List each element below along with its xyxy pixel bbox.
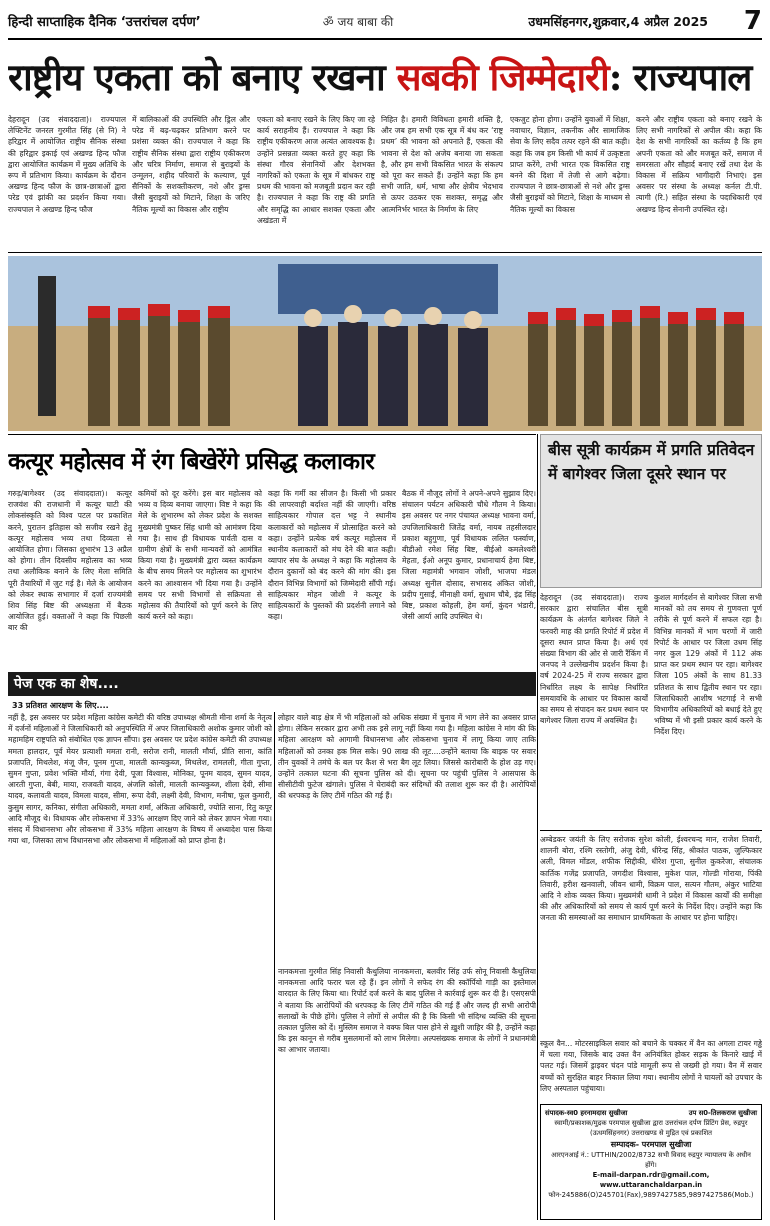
slogan: ॐ जय बाबा की (322, 14, 394, 29)
right-lower-column-2: स्कूल वैन... मोटरसाइकिल सवार को बचाने के चक्कर में वैन का अगला टायर गड्ढे में चला गया, जिसके बाद उक्त वैन अनियंत्रित होकर सड़क के किनारे खाई में पलट गई। जिसमें ड्राइवर चंदन पांडे मामूली रूप से जख्मी हो गया। वैन में सवार बच्चों को सुरक्षित बाहर निकाल लिया गया। स्थानीय लोगों ने घायलों को उपचार के लिए अस्पताल पहुंचाया। (540, 1039, 762, 1093)
masthead (8, 4, 762, 40)
katyur-column-2: कमियों को दूर करेंगे। इस बार महोत्सव को भव्य व दिव्य बनाया जाएगा। विष्ट ने कहा कि मेले के शुभारम्भ को लेकर प्रदेश के सशक्त मुख्यमंत्री पुष्कर सिंह धामी को आमंत्रण दिया गया है। साथ ही विधायक पार्वती दास व ग्रामीण क्षेत्रों के सभी मान्यवरों को आमंत्रित किया गया है। मुख्यमंत्री द्वारा व्यस्त कार्यक्रम के बीच समय मिलने पर महोत्सव का शुभारंभ करने का आश्वासन भी दिया गया है। उन्होंने समय पर सभी विभागों से सक्रियता से महोत्सव की तैयारियों को पूर्ण करने के लिए कार्य करने को कहा। (138, 489, 262, 622)
continuation-column-2: लोहार वाले बाड़ क्षेत्र में भी महिलाओं को अधिक संख्या में चुनाव में भाग लेने का अवसर प्राप्त होगा। लेकिन सरकार द्वारा अभी तक इसे लागू नहीं किया गया है। महिला कांग्रेस ने मांग की कि महिला आरक्षण को आगामी विधानसभा और लोकसभा चुनाव में लागू किया जाए ताकि महिलाओं को उनका हक मिल सके। 90 लाख की लूट....उन्होंने बताया कि बाइक पर सवार तीन युवकों ने तमंचे के बल पर कैश से भरा बैग लूट लिया। जिससे कारोबारी के होश उड़ गए। उन्होंने तत्काल घटना की सूचना पुलिस को दी। सूचना पर पहुंची पुलिस ने आसपास के सीसीटीवी फुटेज खंगाले। पुलिस ने घेराबंदी कर संदिग्धों की तलाश शुरू कर दी है। आरोपियों की धरपकड़ के लिए टीमें गठित की गई हैं। (278, 713, 536, 801)
katyur-column-1: गरुड़/बागेश्वर (उद संवाददाता)। कत्यूर राजवंश की राजधानी में कत्यूर घाटी की लोकसंस्कृति को विश्व पटल पर प्रकाशित करने, पुरातन इतिहास को सजीव रखने हेतु कत्यूर महोत्सव भव्य तथा दिव्यता से आयोजित होगा। जिसका शुभारंभ 13 अप्रैल को होगा। तीन दिवसीय महोत्सव का भव्य तथा अलौकिक बनाने के लिए मेला समिति पूरी तैयारियों में जुट गई है। मेले के आयोजन को लेकर स्थाक सभागार में दर्जा राज्यमंत्री शिव सिंह बिष्ट की अध्यक्षता में बैठक आयोजित हुई। वक्ताओं ने कहा कि पिछली बार की (8, 489, 132, 633)
divider-photo-bottom (8, 434, 536, 435)
imprint-box (540, 1104, 762, 1220)
coeditor-label: उप स0-तिलकराज सुखीजा (688, 1109, 757, 1117)
event-photo (8, 256, 762, 431)
lead-column-6: करने और राष्ट्रीय एकता को बनाए रखने के लिए सभी नागरिकों से अपील की। कहा कि देश के सभी नागरिकों का कर्तव्य है कि हम अपनी एकता को और मजबूत करें, समाज में समरसता और सौहार्द बनाए रखें तथा देश के विकास में सक्रिय भागीदारी निभाएं। इस अवसर पर संस्था के अध्यक्ष कर्नल टी.पी. त्यागी (रि.) सहित संस्था के पदाधिकारी एवं अखण्ड हिन्द सेनानी उपस्थित रहे। (636, 115, 762, 214)
lead-headline: राष्ट्रीय एकता को बनाए रखना सबकी जिम्मेदारी: राज्यपाल (8, 55, 752, 99)
phone-line: फोन-245886(O)245701(Fax),9897427585,9897427586(Mob.) (548, 1191, 754, 1199)
imprint-text: स्वामी/प्रकाशक/मुद्रक परमपाल सुखीजा द्वारा उत्तरांचल दर्पण प्रिंटिंग प्रेस, रुद्रपुर (ऊधमसिंहनगर) उत्तराखण्ड से मुद्रित एवं प्रकाशित (554, 1119, 748, 1137)
katyur-column-3: कहा कि गर्मी का सीजन है। किसी भी प्रकार की लापरवाही बर्दाश्त नहीं की जाएगी। वरिष्ठ साहित्यकार गोपाल दत्त भट्ट ने स्थानीय कलाकारों को महोत्सव में प्रोत्साहित करने को कहा। उन्होंने प्रत्येक वर्ष कत्यूर महोत्सव में स्थानीय कलाकारों को मंच देने की बात कही। व्यापार संघ के अध्यक्ष ने कहा कि महोत्सव के दौरान दुकानों को बंद करने की मांग की। इस दौरान विभिन्न विभागों को जिम्मेदारी सौंपी गई। साहित्यकार मोहन जोशी ने कत्यूर के साहित्यकारों के पुस्तकों की प्रदर्शनी लगाने को कहा। (268, 489, 396, 622)
divider-vertical-continuation (274, 712, 275, 1220)
continuation-column-1: नहीं है, इस अवसर पर प्रदेश महिला कांग्रेस कमेटी की वरिष्ठ उपाध्यक्ष श्रीमती मीना शर्मा के नेतृत्व में दर्जनों महिलाओं ने जिलाधिकारी को अनुपस्थिति में अपर जिलाधिकारी अशोक कुमार जोशी को महामहिम राष्ट्रपति को संबोधित एक ज्ञापन सौंपा। इस अवसर पर प्रदेश कांग्रेस कमेटी की उपाध्यक्ष ममता हालदार, पूर्व मेयर प्रत्याशी ममता रानी, सरोज रानी, मालती मौर्या, प्रीति साना, कांति प्रजापति, मिथलेश, मंजू जैन, पूनम गुप्ता, मालती कान्यकुब्ज, मिथलेश, रामलली, गीता गुप्ता, सुमन गुप्ता, प्रवेश भक्ति मौर्या, गंगा देवी, पूजा विश्वास, मोनिका, पूनम यादव, सुमन यादव, आरती गुप्ता, बेबी, माया, राजवती यादव, अंजलि कोली, मालती कान्यकुब्ज, शीला देवी, सीमा यादव, कलावती यादव, विमला यादव, सीमा, रूपा देवी, लक्ष्मी देवी, विभाग, मनीषा, फूल कुमारी, कुसुम सागर, कनिका, संगीता अधिकारी, ममता शर्मा, अंकिता अधिकारी, ज्योति साना, रितु कपूर आदि मौजूद थे। विधायक और लोकसभा में 33% आरक्षण दिए जाने को लेकर ज्ञापन भेजा गया। संसद में विधानसभा और लोकसभा में 33% महिला आरक्षण के विषय में अध्यादेश पास किया गया था, जिसका लाभ विधानसभा और लोकसभा में महिलाओं को प्राप्त होना है। (8, 713, 272, 846)
divider-vertical-right (537, 434, 538, 1220)
registration-line: आरएनआई नं.: UTTHIN/2002/8732 सभी विवाद रुद्रपुर न्यायालय के अधीन होंगे। (551, 1151, 751, 1169)
lead-column-5: एकजुट होना होगा। उन्होंने युवाओं में शिक्षा, नवाचार, विज्ञान, तकनीक और सामाजिक सेवा के लिए सदैव तत्पर रहने की बात कही। कहा कि जब हम किसी भी कार्य में उत्कृष्टता प्राप्त करेंगे, तभी भारत एक विकसित राष्ट्र बनने की दिशा में तेजी से आगे बढ़ेगा। राज्यपाल ने छात्र-छात्राओं से नशे और ड्रग्स जैसी बुराइयों को मिटाने, शिक्षा के माध्यम से नैतिक मूल्यों का विकास (510, 115, 630, 214)
katyur-column-4: बैठक में नौजूद लोगों ने अपने-अपने सुझाव दिए। संचालन पर्यटन अधिकारी चौधे गौतम ने किया। इस अवसर पर नगर पंचायत अध्यक्ष भावना वर्मा, उपजिलाधिकारी जितेंद्र वर्मा, नायब तहसीलदार प्रकाश बहुगुणा, पूर्व विधायक ललित फर्स्वाण, बीडीओ रमेश सिंह बिष्ट, बीईओ कमलेश्वरी मेहता, ईओ अनूप कुमार, प्रधानाचार्य हेमा बिष्ट, जिला महामंत्री भगवान जोशी, भाजपा मंडल अध्यक्ष सुनील दोसाद, सभासद अंकित जोशी, प्रदीप गुसाईं, मीनाक्षी वर्मा, सुधाम चौबे, इंद्र सिंह बिष्ट, प्रकाश कोहली, हेम वर्मा, कुंदन भंडारी, जेसी आर्या आदि उपस्थित थे। (402, 489, 536, 622)
page-number: 7 (743, 6, 762, 36)
continuation-section-title: पेज एक का शेष.... (14, 676, 119, 692)
sampadak-label: सम्पादक- परमपाल सुखीजा (610, 1140, 692, 1149)
bees-headline: बीस सूत्री कार्यक्रम में प्रगति प्रतिवेदन में बागेश्वर जिला दूसरे स्थान पर (548, 440, 755, 483)
email-line[interactable]: E-mail-darpan.rdr@gmail.com, www.uttaranchaldarpan.in (592, 1171, 710, 1189)
right-lower-column-1: अम्बेडकर जयंती के लिए सरोजक सुरेश कोली, ईश्वरचन्द मान, राजेश तिवारी, शालनी बोरा, रश्मि रस्तोगी, अंजु देवी, धीरेन्द्र सिंह, श्रीकांत पाठक, जुल्फिकार अली, विमल मोंडल, शफीक सिद्दीकी, धीरेश गुप्ता, सुनील कुकरेजा, संचालक कार्तिक गजेंद्र प्रजापति, जगदीश विश्वास, मुकेश पाल, गोल्डी गोराया, पिंकी तिवारी, हरीश खनवाली, जीवन धामी, विक्रम पाल, सत्यन गौतम, अंकुर भाटिया आदि ने शोक व्यक्त किया। मुख्यमंत्री धामी ने प्रदेश में विकास कार्यों की समीक्षा की और अधिकारियों को समय से कार्य पूर्ण करने के निर्देश दिए। उन्होंने कहा कि जनता की समस्याओं का समाधान प्राथमिकता के आधार पर होना चाहिए। (540, 835, 762, 923)
lead-column-1: देहरादून (उद संवाददाता)। राज्यपाल लेफ्टिनेंट जनरल गुरमीत सिंह (से नि) ने हरिद्वार में आयोजित राष्ट्रीय सैनिक संस्था की हरिद्वार इकाई एवं अखण्ड हिन्द फौज द्वारा आयोजित कार्यक्रम में मुख्य अतिथि के रूप में प्रतिभाग किया। कार्यक्रम के दौरान अखण्ड हिन्द फौज के छात्र-छात्राओं द्वारा परेड एवं झांकी का प्रदर्शन किया गया। राज्यपाल ने अखण्ड हिन्द फौज (8, 115, 126, 214)
continuation-lead-in: 33 प्रतिशत आरक्षण के लिए.... (12, 701, 109, 710)
bees-column-1: देहरादून (उद संवाददाता)। राज्य सरकार द्वारा संचालित बीस सूत्री कार्यक्रम के अंतर्गत बागेश्वर जिले ने फरवरी माह की प्रगति रिपोर्ट में प्रदेश में दूसरा स्थान प्राप्त किया है। अर्थ एवं संख्या विभाग की ओर से जारी रैंकिंग में जनपद ने उल्लेखनीय प्रदर्शन किया है। वर्ष 2024-25 में राज्य सरकार द्वारा निर्धारित लक्ष्य के सापेक्ष निर्धारित समयावधि के आधार पर विकास कार्यों का समय से संपादन कर प्रथम स्थान पर बागेश्वर जिला राज्य में अवस्थित है। (540, 593, 648, 726)
paper-name: हिन्दी साप्ताहिक दैनिक ‘उत्तरांचल दर्पण’ (8, 15, 201, 30)
continuation-column-3: नानकमत्ता गुरमीत सिंह निवासी कैथुलिया नानकमत्ता, बलवीर सिंह उर्फ सोनू निवासी कैथुलिया नानकमत्ता आदि फरार चल रहे हैं। इन लोगों ने सफेद रंग की स्कॉर्पियो गाड़ी का इस्तेमाल वारदात के लिए किया था। रिपोर्ट दर्ज करने के बाद पुलिस ने कार्रवाई शुरू कर दी है। एसएसपी ने बताया कि आरोपियों की धरपकड़ के लिए टीमें गठित की गई हैं और जल्द ही सभी आरोपी सलाखों के पीछे होंगे। पुलिस ने लोगों से अपील की है कि किसी भी संदिग्ध व्यक्ति की सूचना तत्काल पुलिस को दें। मुस्लिम समाज ने वक्फ बिल पास होने से ख़ुशी जाहिर की है, उन्होंने कहा कि इस कानून से गरीब मुसलमानों को लाभ मिलेगा। अल्पसंख्यक समाज के लोगों ने प्रधानमंत्री का आभार जताया। (278, 967, 536, 1055)
editor-label: संपादक-स्व0 हरनामदास सुखीजा (545, 1109, 628, 1117)
om-icon: ॐ (322, 14, 334, 29)
lead-column-3: एकता को बनाए रखने के लिए किए जा रहे कार्य सराहनीय हैं। राज्यपाल ने कहा कि राष्ट्रीय एकीकरण आज अत्यंत आवश्यक है। उन्होंने प्रसन्नता व्यक्त करते हुए कहा कि संस्था गौरव सेनानियों और देशभक्त नागरिकों को एकता के सूत्र में बांधकर राष्ट्र प्रथम की भावना को मजबूती प्रदान कर रही है। राज्यपाल ने कहा कि राष्ट्र की प्रगति और समृद्धि का आधार सशक्त एकता और अखंडता में (257, 115, 375, 225)
photo-illustration (8, 256, 762, 431)
divider-photo-top (8, 252, 762, 253)
lead-column-4: निहित है। हमारी विविधता हमारी शक्ति है, और जब हम सभी एक सूत्र में बंध कर ‘राष्ट्र प्रथम’ की भावना को अपनाते हैं, एकता की भावना से देश को अजेय बनाया जा सकता है, और हम सभी विकसित भारत के संकल्प को पूरा कर सकते हैं। उन्होंने कहा कि हम सभी जाति, धर्म, भाषा और क्षेत्रीय भेदभाव से ऊपर उठकर एक सशक्त, समृद्ध और आत्मनिर्भर भारत के निर्माण के लिए (381, 115, 503, 214)
divider-right-lower (540, 830, 762, 831)
dateline: उधमसिंहनगर,शुक्रवार,4 अप्रैल 2025 (528, 13, 708, 29)
bees-column-2: कुशल मार्गदर्शन से बागेश्वर जिला सभी मानकों को तय समय से गुणवत्ता पूर्ण तरीके से पूर्ण करने में सफल रहा है। विभिन्न मानकों में भाग चरणों में जारी रिपोर्ट के आधार पर जिला उधम सिंह नगर कुल 129 अंकों में 112 अंक प्राप्त कर प्रथम स्थान पर रहा। बागेश्वर जिला 105 अंकों के साथ 81.33 प्रतिशत के साथ द्वितीय स्थान पर रहा। जिलाधिकारी आशीष भटगाई ने सभी विभागीय अधिकारियों को बधाई देते हुए भविष्य में भी इसी प्रकार कार्य करने के निर्देश दिए। (654, 593, 762, 737)
katyur-headline: कत्यूर महोत्सव में रंग बिखेरेंगे प्रसिद्ध कलाकार (8, 448, 375, 475)
lead-column-2: में बालिकाओं की उपस्थिति और ड्रिल और परेड में बढ़-चढ़कर प्रतिभाग करने पर प्रशंसा व्यक्त की। राज्यपाल ने कहा कि राष्ट्रीय सैनिक संस्था द्वारा राष्ट्रीय एकीकरण और चरित्र निर्माण, समाज से बुराइयों के उन्मूलन, शहीद परिवारों के कल्याण, पूर्व सैनिकों के सशक्तीकरण, नशे और ड्रग्स जैसी बुराइयों को मिटाने, शिक्षा के जरिए नैतिक मूल्यों का विकास और राष्ट्रीय (132, 115, 250, 214)
